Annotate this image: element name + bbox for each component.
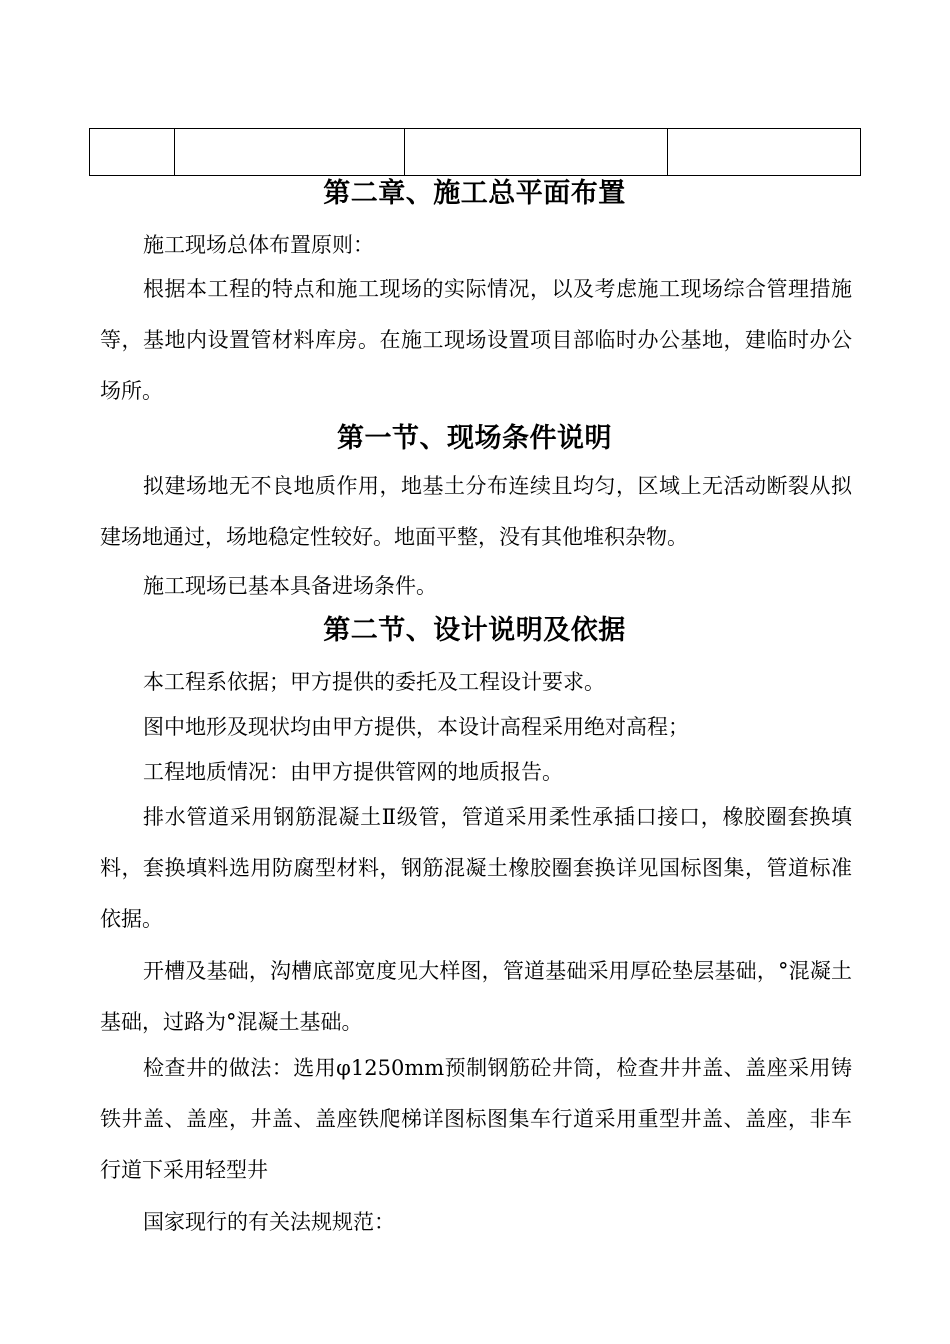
paragraph-site-ready: 施工现场已基本具备进场条件。 — [143, 574, 437, 598]
paragraph-site-geology: 拟建场地无不良地质作用，地基土分布连续且均匀，区域上无活动断裂从拟建场地通过，场地稳定性较好。地面平整，没有其他堆积杂物。 — [100, 474, 852, 549]
paragraph-geology-report: 工程地质情况：由甲方提供管网的地质报告。 — [143, 760, 563, 784]
paragraph-basis: 本工程系依据；甲方提供的委托及工程设计要求。 — [143, 670, 605, 694]
table-row — [90, 129, 861, 176]
paragraph-layout-principle: 施工现场总体布置原则： — [143, 233, 374, 257]
header-table — [89, 128, 861, 176]
table-cell — [668, 129, 861, 176]
chapter-title: 第二章、施工总平面布置 — [323, 178, 626, 209]
section-title-site-conditions: 第一节、现场条件说明 — [337, 423, 612, 454]
paragraph-terrain: 图中地形及现状均由甲方提供，本设计高程采用绝对高程； — [143, 715, 689, 739]
section-title-design-basis: 第二节、设计说明及依据 — [323, 615, 626, 646]
paragraph-drain-pipe: 排水管道采用钢筋混凝土Ⅱ级管，管道采用柔性承插口接口，橡胶圈套换填料，套换填料选用防腐型材料，钢筋混凝土橡胶圈套换详见国标图集，管道标准依据。 — [100, 805, 852, 931]
paragraph-trench: 开槽及基础，沟槽底部宽度见大样图，管道基础采用厚砼垫层基础，°混凝土基础，过路为°混凝土基础。 — [100, 959, 852, 1034]
table-cell — [175, 129, 405, 176]
paragraph-layout-detail: 根据本工程的特点和施工现场的实际情况，以及考虑施工现场综合管理措施等，基地内设置管材料库房。在施工现场设置项目部临时办公基地，建临时办公场所。 — [100, 277, 852, 403]
table-cell — [405, 129, 668, 176]
paragraph-regulations: 国家现行的有关法规规范： — [143, 1210, 395, 1234]
paragraph-manhole: 检查井的做法：选用φ1250mm预制钢筋砼井筒，检查井井盖、盖座采用铸铁井盖、盖座，井盖、盖座铁爬梯详图标图集车行道采用重型井盖、盖座，非车行道下采用轻型井 — [100, 1056, 852, 1182]
table-cell — [90, 129, 175, 176]
